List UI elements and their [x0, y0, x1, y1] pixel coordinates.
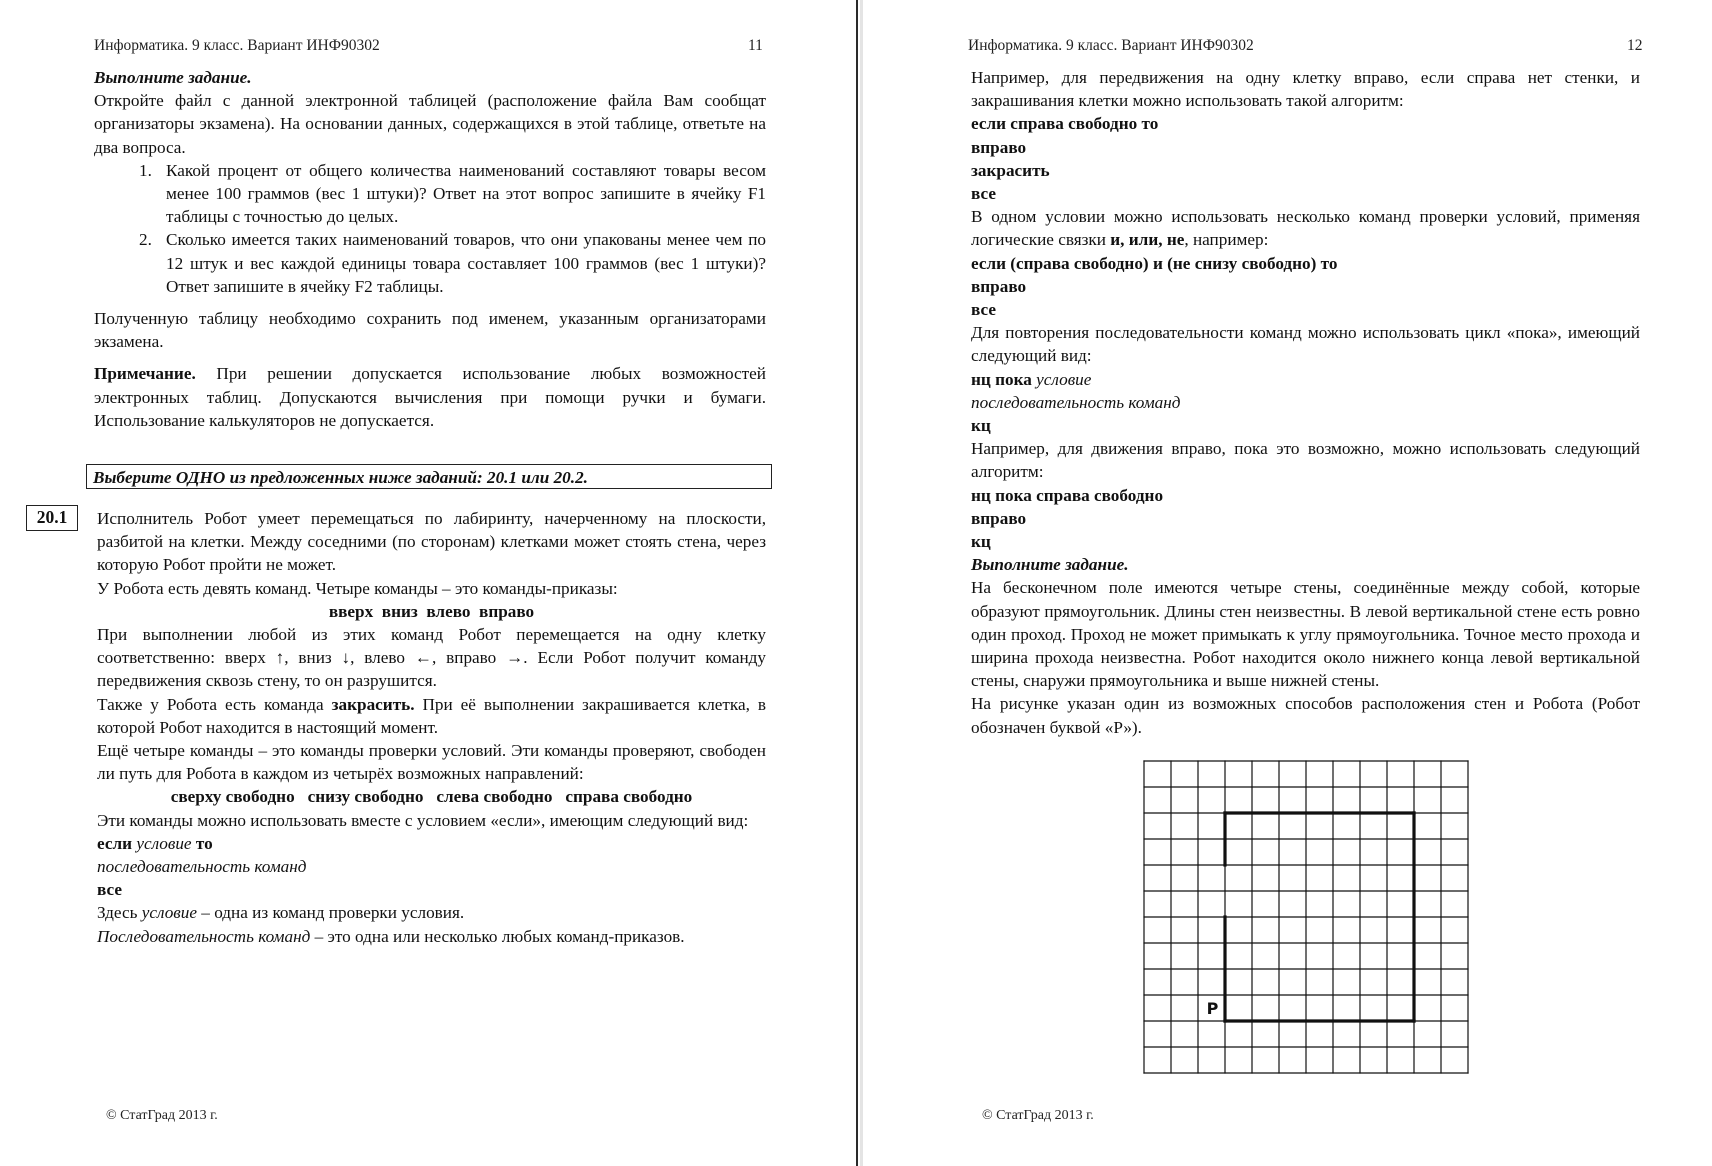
task-heading: Выполните задание. [94, 68, 252, 87]
page-header: Информатика. 9 класс. Вариант ИНФ90302 [94, 37, 380, 54]
robot-marker: Р [1206, 999, 1219, 1018]
question-item: 1. Какой процент от общего количества наименований составляют товары весом менее 100 граммов (вес 1 штуки)? Ответ на этот вопрос запишите в ячейку F1 таблицы с точностью до целых. [139, 160, 766, 227]
check-intro: Ещё четыре команды – это команды проверки условий. Эти команды проверяют, свободен ли путь для Робота в каждом из четырёх возможных направлений: [97, 741, 766, 784]
robot-field-figure [1143, 760, 1473, 1074]
note-label: Примечание. [94, 364, 196, 384]
save-note: Полученную таблицу необходимо сохранить под именем, указанным организаторами экзамена. [94, 309, 766, 352]
task-text: На бесконечном поле имеются четыре стены, соединённые между собой, которые образуют прямоугольник. Длины стен неизвестны. В левой вертикальной стене есть ровно один проход. Проход не может примыкать к углу прямоугольника. Точное место прохода и ширина прохода неизвестна. Робот находится около нижнего конца левой вертикальной стены, снаружи прямоугольника и выше нижней стены. [971, 578, 1640, 691]
code-line: закрасить [971, 160, 1050, 180]
code-line: вправо [971, 508, 1027, 528]
if-end: все [97, 880, 122, 900]
task-number-badge: 20.1 [26, 505, 78, 531]
algorithm-text [971, 66, 1640, 739]
loop-intro: Для повторения последовательности команд можно использовать цикл «пока», имеющий следующий вид: [971, 323, 1640, 366]
if-intro: Эти команды можно использовать вместе с условием «если», имеющим следующий вид: [97, 810, 749, 830]
code-line: если справа свободно то [971, 114, 1159, 134]
paint-command: закрасить. [331, 694, 415, 714]
question-item: 2. Сколько имеется таких наименований товаров, что они упакованы менее чем по 12 штук и вес каждой единицы товара составляет 100 граммов (вес 1 штуки)? Ответ запишите в ячейку F2 таблицы. [139, 230, 766, 296]
robot-task-text [97, 507, 766, 948]
code-line: вправо [971, 276, 1027, 296]
code-line: нц пока справа свободно [971, 485, 1164, 505]
code-line: если (справа свободно) и (не снизу свободно) то [971, 253, 1338, 273]
logic-intro: В одном условии можно использовать несколько команд проверки условий, применяя логические связки и, или, не, например: [971, 207, 1640, 250]
figure-caption: На рисунке указан один из возможных способов расположения стен и Робота (Робот обозначен буквой «Р»). [971, 694, 1640, 737]
code-line: все [971, 184, 996, 204]
page-number: 12 [1627, 37, 1643, 54]
spreadsheet-task [94, 66, 766, 432]
code-line: все [971, 300, 996, 320]
seq-definition: Последовательность команд – это одна или несколько любых команд-приказов. [97, 926, 685, 946]
if-syntax: если условие то [97, 833, 213, 853]
move-explain: При выполнении любой из этих команд Робот перемещается на одну клетку соответственно: вверх ↑, вниз ↓, влево ←, вправо →. Если Робот получит команду передвижения сквозь стену, то он разрушится. [97, 625, 766, 691]
robot-intro: Исполнитель Робот умеет перемещаться по лабиринту, начерченному на плоскости, разбитой на клетки. Между соседними (по сторонам) клетками может стоять стена, через которую Робот пройти не может. [97, 509, 766, 575]
code-line: кц [971, 532, 991, 552]
task-heading: Выполните задание. [971, 555, 1129, 575]
page-header: Информатика. 9 класс. Вариант ИНФ90302 [968, 37, 1254, 54]
move-commands: вверх вниз влево вправо [328, 601, 535, 621]
loop-syntax: нц пока условие [971, 369, 1092, 389]
robot-field-grid [1143, 760, 1473, 1074]
check-commands: сверху свободно снизу свободно слева свободно справа свободно [170, 787, 693, 807]
example3-intro: Например, для движения вправо, пока это возможно, можно использовать следующий алгоритм: [971, 439, 1640, 482]
loop-seq: последовательность команд [971, 392, 1181, 412]
if-seq: последовательность команд [97, 857, 307, 877]
choose-task-box: Выберите ОДНО из предложенных ниже заданий: 20.1 или 20.2. [86, 464, 772, 489]
note-paragraph: Примечание. При решении допускается использование любых возможностей электронных таблиц. Допускаются вычисления при помощи ручки и бумаги. Использование калькуляторов не допускается. [94, 364, 766, 430]
loop-end: кц [971, 416, 991, 436]
commands-intro: У Робота есть девять команд. Четыре команды – это команды-приказы: [97, 578, 618, 598]
code-line: вправо [971, 137, 1027, 157]
page-footer: © СтатГрад 2013 г. [982, 1108, 1094, 1123]
task-intro: Откройте файл с данной электронной таблицей (расположение файла Вам сообщат организаторы экзамена). На основании данных, содержащихся в этой таблице, ответьте на два вопроса. [94, 91, 766, 157]
cond-definition: Здесь условие – одна из команд проверки условия. [97, 903, 465, 923]
paint-paragraph: Также у Робота есть команда закрасить. При её выполнении закрашивается клетка, в которой Робот находится в настоящий момент. [97, 694, 766, 737]
page-footer: © СтатГрад 2013 г. [106, 1108, 218, 1123]
page-number: 11 [748, 37, 763, 54]
example1-intro: Например, для передвижения на одну клетку вправо, если справа нет стенки, и закрашивания клетки можно использовать такой алгоритм: [971, 68, 1640, 111]
questions-list [94, 159, 766, 298]
